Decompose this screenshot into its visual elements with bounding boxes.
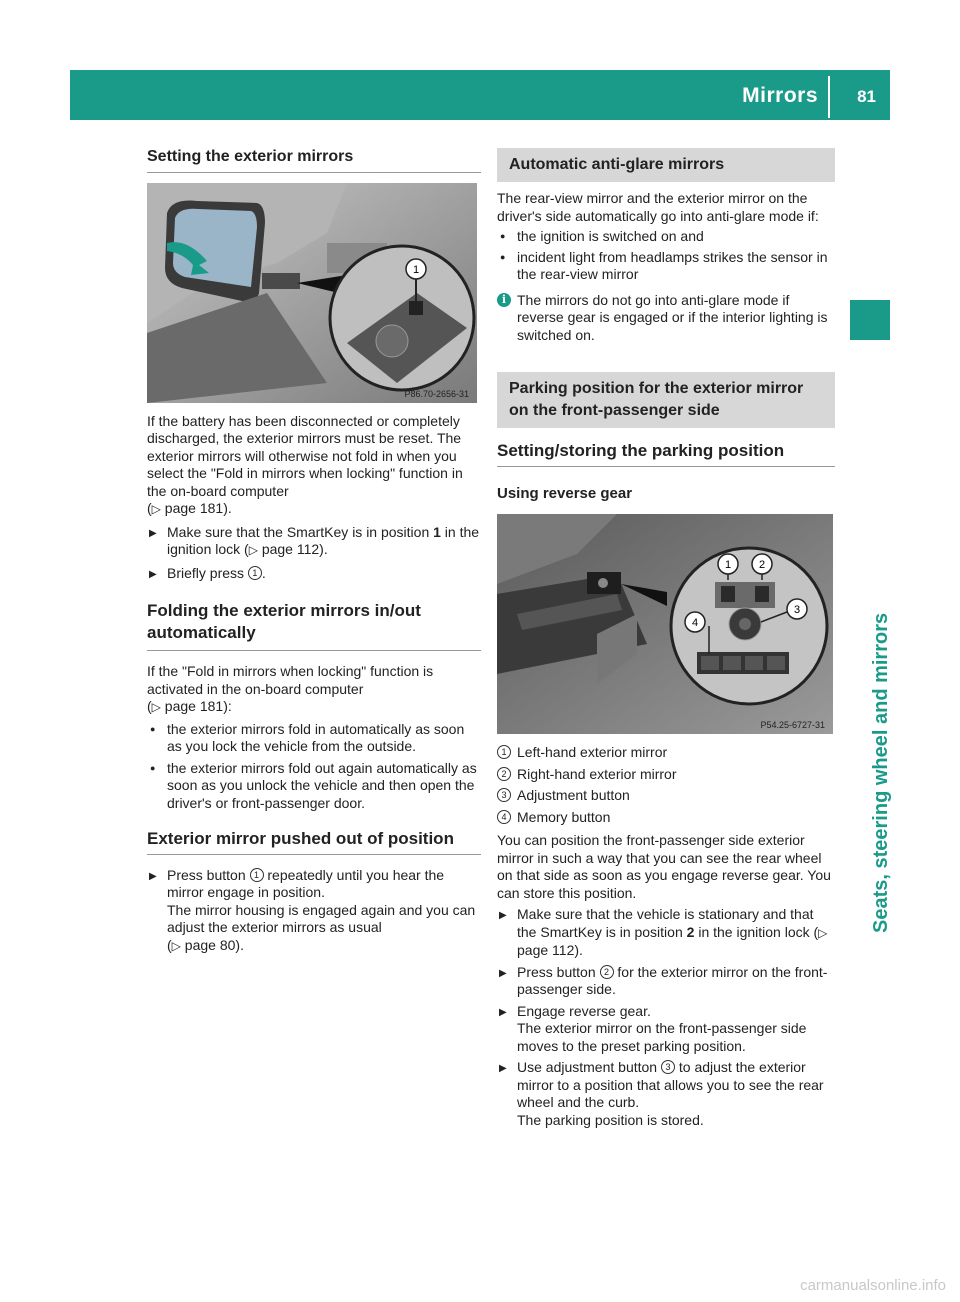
step-press-button-2: ▶ Press button 2 for the exterior mirror on the front-passenger side.	[497, 964, 835, 999]
right-column	[497, 148, 835, 1129]
heading-setting-storing: Setting/storing the parking position	[497, 442, 835, 467]
page-ref-arrow-icon: ▷	[818, 925, 828, 940]
legend-item: 4 Memory button	[497, 809, 835, 827]
mirror-switch-illustration	[147, 183, 477, 403]
callout-num-1: 1	[248, 566, 262, 580]
front-passenger-paragraph: You can position the front-passenger side exterior mirror in such a way that you can see the rear wheel on that side as soon as you engage reverse gear. You can store this position.	[497, 832, 831, 901]
callout-4-label: 4	[691, 617, 699, 629]
page-header	[70, 70, 890, 120]
heading-folding-mirrors: Folding the exterior mirrors in/out automatically	[147, 600, 481, 651]
figure-code: P54.25-6727-31	[760, 720, 825, 730]
step-reverse-gear: ▶ Engage reverse gear. The exterior mirror on the front-passenger side moves to the preset parking position.	[497, 1003, 835, 1056]
legend-item: 1 Left-hand exterior mirror	[497, 744, 835, 762]
step-stationary: ▶ Make sure that the vehicle is stationary and that the SmartKey is in position 2 in the ignition lock (▷ page 112).	[497, 906, 835, 960]
bullet-fold-out: ● the exterior mirrors fold out again automatically as soon as you unlock the vehicle and then open the driver's or front-passenger door.	[147, 760, 481, 813]
page-ref-181[interactable]: page 181).	[164, 500, 232, 516]
step-press-button-1: ▶ Press button 1 repeatedly until you hear the mirror engage in position. The mirror housing is engaged again and you can adjust the exterior mirrors as usual (▷ page 80).	[147, 867, 481, 956]
subheading-reverse-gear: Using reverse gear	[497, 484, 633, 502]
step-briefly-press: ▶ Briefly press 1 .	[147, 565, 481, 583]
callout-3-label: 3	[793, 604, 801, 616]
header-divider	[828, 76, 830, 118]
bullet-fold-in: ● the exterior mirrors fold in automatically as soon as you lock the vehicle from the outside.	[147, 721, 481, 756]
anti-glare-paragraph: The rear-view mirror and the exterior mirror on the driver's side automatically go into anti-glare mode if:	[497, 190, 819, 224]
page-ref-arrow-icon: ▷	[248, 543, 258, 557]
section-parking-position: Parking position for the exterior mirror on the front-passenger side	[497, 372, 835, 428]
page-ref-arrow-icon: ▷	[171, 938, 181, 953]
watermark: carmanualsonline.info	[800, 1277, 946, 1294]
info-note: i The mirrors do not go into anti-glare mode if reverse gear is engaged or if the interior lighting is switched on.	[497, 292, 835, 345]
page-ref-181b[interactable]: page 181):	[164, 698, 232, 714]
door-panel-illustration	[497, 514, 833, 734]
page-ref-80[interactable]: page 80).	[184, 936, 244, 953]
info-icon: i	[497, 293, 511, 307]
left-column	[147, 148, 481, 955]
page-ref-112[interactable]: page 112).	[517, 942, 583, 958]
bullet-headlamps: ● incident light from headlamps strikes the sensor in the rear-view mirror	[497, 249, 835, 284]
figure-mirror-switch	[147, 183, 481, 403]
legend-item: 3 Adjustment button	[497, 787, 835, 805]
fold-paragraph: If the "Fold in mirrors when locking" function is activated in the on-board computer (▷ page 181):	[147, 663, 434, 714]
heading-setting-mirrors: Setting the exterior mirrors	[147, 148, 481, 173]
legend-list	[497, 744, 835, 826]
bullet-ignition: ● the ignition is switched on and	[497, 228, 835, 246]
callout-1-label: 1	[724, 559, 732, 571]
battery-paragraph: If the battery has been disconnected or completely discharged, the exterior mirrors must be reset. The exterior mirrors will otherwise not fold in when you select the "Fold in mirrors when locking" function in the on-board computer (▷ page 181).	[147, 412, 463, 516]
figure-code: P86.70-2656-31	[404, 388, 469, 399]
legend-item: 2 Right-hand exterior mirror	[497, 766, 835, 784]
page-ref-arrow-icon: ▷	[151, 700, 161, 714]
page-ref-112[interactable]: page 112).	[261, 541, 328, 557]
side-tab-marker	[850, 300, 890, 340]
step-adjust-button-3: ▶ Use adjustment button 3 to adjust the exterior mirror to a position that allows you to see the rear wheel and the curb. The parking position is stored.	[497, 1059, 835, 1129]
callout-1-label: 1	[412, 263, 420, 276]
step-smartkey: ▶ Make sure that the SmartKey is in position 1 in the ignition lock (▷ page 112).	[147, 524, 481, 560]
switch-panel	[262, 273, 300, 289]
page-number: 81	[857, 87, 876, 106]
callout-num-1: 1	[250, 868, 264, 882]
callout-2-label: 2	[758, 559, 766, 571]
section-anti-glare: Automatic anti-glare mirrors	[497, 148, 835, 182]
figure-door-panel	[497, 514, 835, 734]
chapter-title: Mirrors	[742, 84, 818, 107]
page-ref-arrow-icon: ▷	[151, 502, 161, 516]
heading-pushed-out: Exterior mirror pushed out of position	[147, 830, 481, 855]
